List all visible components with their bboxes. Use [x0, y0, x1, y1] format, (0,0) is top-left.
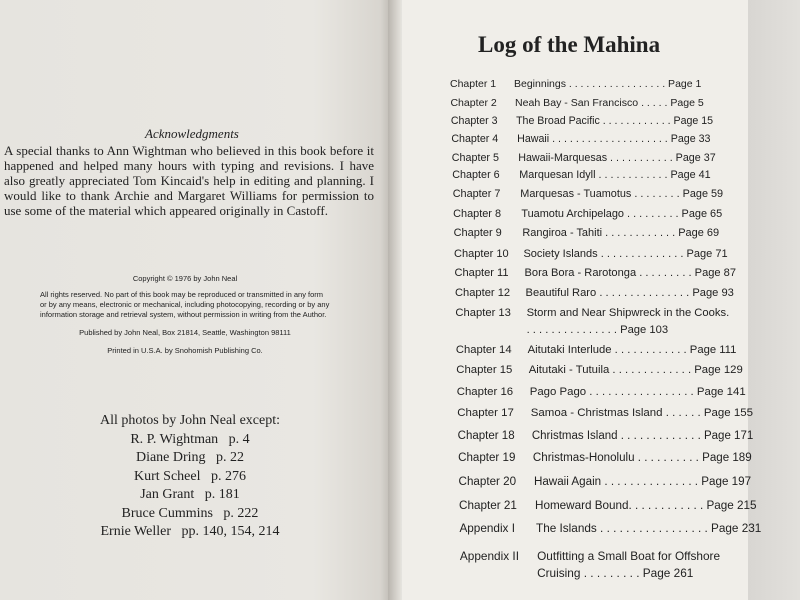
toc-chapter-label: Chapter 18	[457, 430, 515, 442]
toc-chapter-label: Chapter 8	[453, 208, 502, 220]
toc-chapter-title: Hawaii Again . . . . . . . . . . . . . . . Page 197	[533, 475, 752, 488]
toc-entry	[458, 428, 754, 445]
toc-entry	[455, 285, 734, 302]
toc-entry	[454, 225, 720, 242]
toc-chapter-label: Chapter 1	[450, 78, 497, 90]
toc-chapter-title: Storm and Near Shipwreck in the Cooks. . . . . . . . . . . . . . . . Page 103	[526, 307, 730, 336]
photo-credits	[80, 412, 300, 542]
toc-entry	[457, 384, 746, 401]
toc-entry	[455, 305, 731, 339]
toc-entry	[452, 167, 710, 184]
toc-entry	[455, 265, 737, 282]
toc-chapter-label: Chapter 13	[455, 307, 511, 319]
toc-chapter-label: Chapter 16	[456, 386, 514, 398]
acknowledgments-text: A special thanks to Ann Wightman who believed in this book before it happened and helped many hours with typing and revisions. I have also greatly appreciated Tom Kincaid's help in editing and planning. I would like to thank Archie and Margaret Williams for permission to use some of the material which appeared originally in Castoff.	[4, 143, 374, 218]
toc-entry	[453, 206, 722, 223]
toc-chapter-title: Pago Pago . . . . . . . . . . . . . . . . . Page 141	[529, 386, 746, 398]
toc-chapter-label: Chapter 12	[454, 287, 511, 299]
toc-chapter-label: Chapter 14	[455, 344, 512, 356]
toc-chapter-title: Beginnings . . . . . . . . . . . . . . . . . Page 1	[514, 78, 702, 90]
printed-line: Printed in U.S.A. by Snohomish Publishing Co.	[107, 346, 263, 355]
toc-chapter-label: Chapter 3	[450, 115, 498, 127]
toc-entry	[451, 113, 713, 130]
toc-chapter-label: Chapter 5	[451, 152, 499, 164]
toc-chapter-title: Neah Bay - San Francisco . . . . . Page 5	[515, 97, 704, 109]
toc-chapter-label: Chapter 2	[450, 97, 497, 109]
toc-chapter-label: Chapter 20	[458, 475, 517, 488]
toc-chapter-label: Chapter 19	[458, 452, 516, 464]
acknowledgments-heading: Acknowledgments	[145, 126, 239, 141]
toc-chapter-label: Appendix I	[459, 522, 515, 535]
photo-credit-line: Diane Dring p. 22	[135, 450, 245, 465]
photo-credit-line: Ernie Weller pp. 140, 154, 214	[100, 524, 280, 539]
toc-entry	[450, 95, 703, 112]
photo-credit-line: Jan Grant p. 181	[140, 487, 240, 502]
toc-chapter-title: Rangiroa - Tahiti . . . . . . . . . . . . Page 69	[522, 227, 720, 239]
toc-chapter-title: Homeward Bound. . . . . . . . . . . . Page 215	[535, 499, 757, 512]
photo-credit-line: Kurt Scheel p. 276	[134, 468, 246, 484]
toc-chapter-title: Aitutaki Interlude . . . . . . . . . . . . Page 111	[527, 344, 737, 356]
toc-entry	[459, 473, 752, 490]
toc-chapter-title: Bora Bora - Rarotonga . . . . . . . . . Page 87	[524, 267, 737, 279]
copyright-line: Copyright © 1976 by John Neal	[132, 274, 238, 283]
toc-entry	[460, 548, 752, 582]
page-title: Log of the Mahina	[478, 32, 661, 57]
toc-entry	[450, 76, 701, 93]
toc-chapter-label: Appendix II	[459, 549, 519, 563]
toc-chapter-title: Marquesan Idyll . . . . . . . . . . . . Page 41	[519, 169, 711, 181]
toc-chapter-label: Chapter 17	[457, 407, 514, 419]
toc-chapter-title: Aitutaki - Tutuila . . . . . . . . . . . . . Page 129	[528, 364, 743, 376]
toc-chapter-label: Chapter 15	[456, 364, 513, 376]
published-line: Published by John Neal, Box 21814, Seattle, Washington 98111	[79, 328, 291, 337]
toc-entry	[459, 520, 761, 537]
toc-chapter-title: Hawaii-Marquesas . . . . . . . . . . . Page 37	[518, 152, 716, 164]
toc-chapter-label: Chapter 21	[459, 499, 517, 512]
toc-chapter-title: Marquesas - Tuamotus . . . . . . . . Page 59	[520, 188, 724, 200]
toc-chapter-title: Hawaii . . . . . . . . . . . . . . . . . . . . Page 33	[517, 133, 711, 145]
toc-chapter-title: Society Islands . . . . . . . . . . . . . . Page 71	[523, 248, 728, 260]
table-of-contents	[450, 76, 790, 596]
toc-entry	[459, 497, 757, 514]
photo-credit-line: All photos by John Neal except:	[99, 413, 281, 428]
toc-chapter-title: Samoa - Christmas Island . . . . . . Page 155	[530, 407, 753, 419]
toc-chapter-label: Chapter 7	[452, 188, 501, 200]
toc-chapter-title: Christmas-Honolulu . . . . . . . . . . Page 189	[532, 452, 752, 464]
toc-chapter-label: Chapter 10	[454, 248, 509, 260]
toc-chapter-label: Chapter 11	[454, 267, 509, 279]
toc-chapter-label: Chapter 6	[452, 169, 500, 181]
toc-entry	[458, 450, 752, 467]
toc-chapter-title: The Islands . . . . . . . . . . . . . . . . . Page 231	[536, 522, 762, 535]
copyright-block	[40, 270, 330, 362]
photo-credit-line: R. P. Wightman p. 4	[130, 431, 250, 447]
toc-entry	[454, 246, 728, 263]
toc-entry	[457, 405, 753, 422]
toc-entry	[451, 131, 710, 148]
toc-entry	[456, 362, 742, 379]
toc-chapter-title: The Broad Pacific . . . . . . . . . . . . Page 15	[516, 115, 714, 127]
toc-entry	[453, 186, 723, 203]
rights-text: All rights reserved. No part of this book may be reproduced or transmitted in any form or by any means, electronic or mechanical, including photocopying, recording or by any information storage and retrieval system, without permission in writing from the Author.	[40, 290, 330, 319]
toc-chapter-title: Tuamotu Archipelago . . . . . . . . . Page 65	[521, 208, 723, 220]
toc-entry	[452, 150, 716, 167]
toc-chapter-label: Chapter 4	[451, 133, 499, 145]
toc-chapter-title: Beautiful Raro . . . . . . . . . . . . . . . Page 93	[525, 287, 734, 299]
toc-chapter-title: Outfitting a Small Boat for Offshore Cruising . . . . . . . . . Page 261	[537, 549, 721, 580]
toc-entry	[456, 342, 737, 359]
toc-chapter-title: Christmas Island . . . . . . . . . . . . . Page 171	[531, 430, 754, 442]
toc-chapter-label: Chapter 9	[453, 227, 502, 239]
photo-credit-line: Bruce Cummins p. 222	[121, 505, 259, 521]
